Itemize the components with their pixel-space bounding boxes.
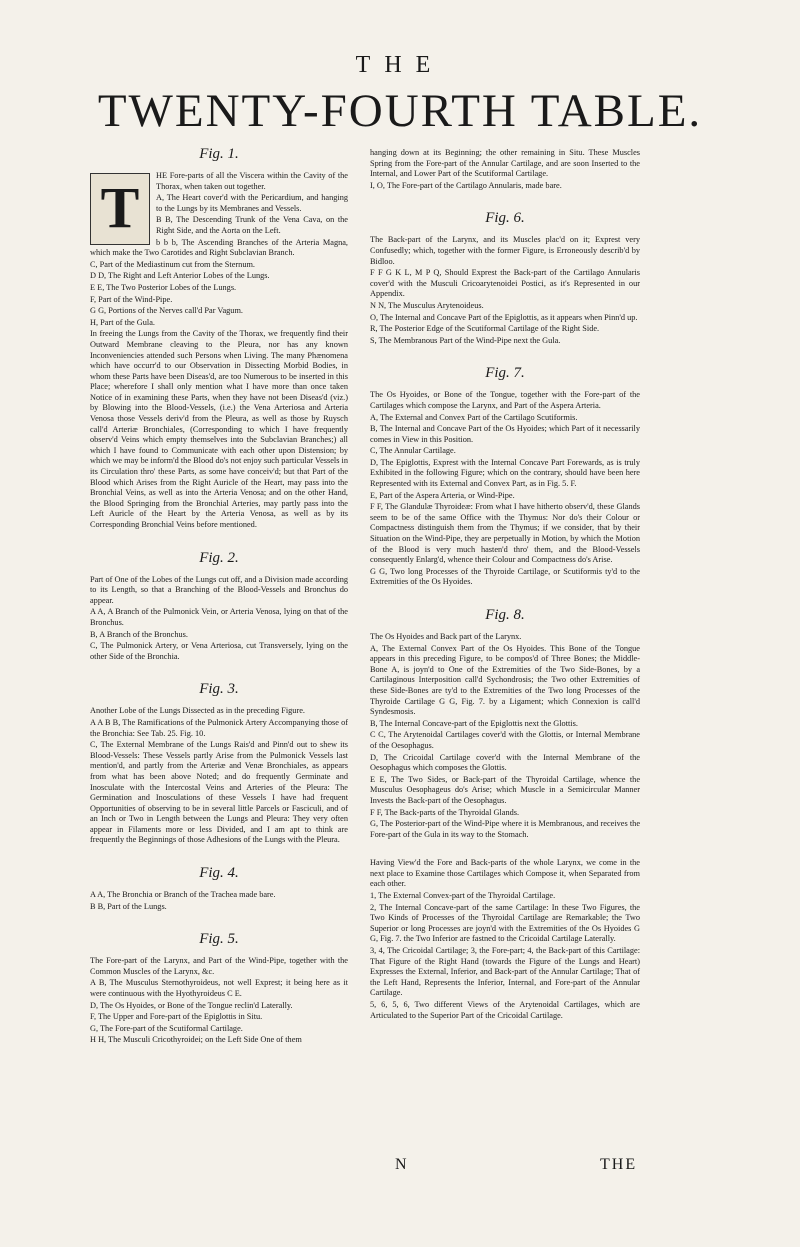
paragraph: H H, The Musculi Cricothyroidei; on the Left Side One of them	[90, 1035, 302, 1045]
fig-6-heading: Fig. 6.	[485, 210, 525, 227]
paragraph: B B, The Descending Trunk of the Vena Cava, on the Right Side, and the Aorta on the Left.	[156, 215, 348, 235]
page-title: TWENTY-FOURTH TABLE.	[97, 85, 703, 137]
paragraph: E E, The Two Posterior Lobes of the Lungs.	[90, 282, 237, 292]
paragraph: D D, The Right and Left Anterior Lobes of the Lungs.	[90, 271, 270, 281]
paragraph: The Back-part of the Larynx, and its Muscles plac'd on it; Exprest very Confusedly; which, together with the former Figure, is Erroneously describ'd by Bidloo.	[370, 235, 640, 266]
paragraph: In freeing the Lungs from the Cavity of the Thorax, we frequently find their Outward Membrane cleaving to the Pleura, nor has any known Inconveniencies attended such Persons when Living. The many Phænomena which have occurr'd to our Observation in Dissecting Morbid Bodies, in whom these Parts have been Diseas'd, are too Numerous to be inserted in this Place; wherefore I shall only mention what I have more than once taken Notice of in examining these Parts, when they have not been Diseas'd (viz.) by Blowing into the Blood-Vessels, (i.e.) the Vena Arteriosa and Arteria Venosa those Vessels deriv'd from the Pleura, as well as those by Ruysch call'd Arteriæ Bronchiales, (Corresponding to which I have frequently observ'd Veins which empty themselves into the Subclavian Branches;) all which I have found to Communicate with each other upon Distension; by which we may be inform'd the Blood do's not enjoy such particular Vessels in its Circulation thro' these Parts, as some have conceiv'd; but that Part of the Blood which Arises from the Right Auricle of the Heart, may pass into the Bronchial Veins, as well as into the Arteria Venosa; and on the other Hand, the Blood Springing from the Bronchial Arteries, may partly pass into the Left Auricle of the Heart by the Arteria Venosa, as well as by its Corresponding Bronchial Veins before mentioned.	[90, 329, 348, 529]
paragraph: C, The Pulmonick Artery, or Vena Arteriosa, cut Transversely, lying on the other Side of the Bronchia.	[90, 641, 348, 661]
paragraph: Having View'd the Fore and Back-parts of the whole Larynx, we come in the next place to Examine those Cartilages which Compose it, when Separated from each other.	[370, 858, 640, 889]
section-continued	[370, 148, 640, 191]
fig-7-body	[370, 390, 640, 588]
paragraph: 3, 4, The Cricoidal Cartilage; 3, the Fore-part; 4, the Back-part of this Cartilage: That Figure of the Right Hand (towards the Figure of the Lungs and Heart) Expresses the External, Inferior, and Back-part of the Annular Cartilage; That of the Left Hand, Represents the Inferior, Internal, and Fore-part of the Annular Cartilage.	[370, 946, 640, 998]
paragraph: F, Part of the Wind-Pipe.	[90, 294, 173, 304]
paragraph: F F G K L, M P Q, Should Exprest the Back-part of the Cartilago Annularis cover'd with the Musculi Cricoarytenoidei Postici, as it's Represented in our Appendix.	[370, 268, 640, 299]
paragraph: C, The Annular Cartilage.	[370, 446, 456, 456]
signature-mark: N	[395, 1156, 407, 1173]
left-column	[90, 145, 348, 1064]
paragraph: The Os Hyoides, or Bone of the Tongue, together with the Fore-part of the Cartilages which compose the Larynx, and Part of the Aspera Arteria.	[370, 390, 640, 410]
paragraph: B B, Part of the Lungs.	[90, 901, 167, 911]
section-fig-1	[90, 145, 348, 531]
paragraph: G G, Portions of the Nerves call'd Par Vagum.	[90, 306, 243, 316]
paragraph: O, The Internal and Concave Part of the Epiglottis, as it appears when Pinn'd up.	[370, 312, 638, 322]
catchword: THE	[600, 1156, 638, 1173]
paragraph: 5, 6, 5, 6, Two different Views of the Arytenoidal Cartilages, which are Articulated to the Superior Part of the Cricoidal Cartilage.	[370, 1000, 640, 1020]
fig-4-body	[90, 890, 348, 912]
right-column	[370, 148, 640, 1039]
paragraph: Another Lobe of the Lungs Dissected as in the preceding Figure.	[90, 706, 305, 716]
paragraph: I, O, The Fore-part of the Cartilago Annularis, made bare.	[370, 180, 562, 190]
section-fig-3	[90, 680, 348, 846]
paragraph: 1, The External Convex-part of the Thyroidal Cartilage.	[370, 891, 556, 901]
paragraph: S, The Membranous Part of the Wind-Pipe next the Gula.	[370, 335, 561, 345]
fig-5-body	[90, 956, 348, 1046]
paragraph: B, The Internal and Concave Part of the Os Hyoides; which Part of it necessarily comes in View in this Position.	[370, 424, 640, 444]
paragraph: A, The Heart cover'd with the Pericardium, and hanging to the Lungs by its Membranes and Vessels.	[156, 193, 348, 213]
paragraph: HE Fore-parts of all the Viscera within the Cavity of the Thorax, when taken out together.	[156, 171, 348, 191]
paragraph: C, The External Membrane of the Lungs Rais'd and Pinn'd out to shew its Blood-Vessels: These Vessels partly Arise from the Pulmonick Vessels last mention'd, and partly from the Arteriæ and Venæ Bronchiales, as appears from what has been above Noted; and do frequently Germinate and Inosculate with the Intercostal Veins and Arteries of the Pleura: The Germination and Inosculations of these Vessels I have had frequent Opportunities of observing to be in several little Parcels or Fasciculi, and of an Inch or Two in Length between the Lungs and Pleura: They very often appear in Filaments more or less Divided, and I am apt to think are frequently the Beginnings of those Adhesions of the Lungs with the Pleura.	[90, 740, 348, 845]
cartilages-body	[370, 858, 640, 1021]
paragraph: H, Part of the Gula.	[90, 317, 155, 327]
paragraph: E E, The Two Sides, or Back-part of the Thyroidal Cartilage, whence the Musculus Oesophageus do's Arise; which Muscle in a Semicircular Manner Invests the Back-part of the Oesophagus.	[370, 774, 640, 805]
section-fig-2	[90, 549, 348, 663]
fig-5-heading: Fig. 5.	[199, 931, 239, 948]
paragraph: D, The Epiglottis, Exprest with the Internal Concave Part Forewards, as is truly Exhibited in the following Figure; which on the contrary, should have been here Represented with its External and Convex Part, as in Fig. 5. F.	[370, 457, 640, 489]
paragraph: B, A Branch of the Bronchus.	[90, 629, 188, 639]
paragraph: F, The Upper and Fore-part of the Epiglottis in Situ.	[90, 1012, 263, 1022]
paragraph: A A, The Bronchia or Branch of the Trachea made bare.	[90, 890, 276, 900]
section-fig-7	[370, 364, 640, 588]
fig-7-heading: Fig. 7.	[485, 365, 525, 382]
paragraph: F F, The Glandulæ Thyroideæ: From what I have hitherto observ'd, these Glands seem to be of the same Office with the Thymus: Nor do's their Colour or Compactness distinguish them from the Thymus; if we consider, that by their Situation on the Wind-Pipe, they are perpetually in Motion, by which the Motion of the Blood is very much hasten'd thro' them, and the Blood-Vessels consequently Enlarg'd, whence their Colour and Compactness do's Arise.	[370, 502, 640, 565]
paragraph: b b b, The Ascending Branches of the Arteria Magna, which make the Two Carotides and Right Subclavian Branch.	[90, 237, 348, 258]
paragraph: R, The Posterior Edge of the Scutiformal Cartilage of the Right Side.	[370, 324, 600, 334]
fig-2-heading: Fig. 2.	[199, 549, 239, 566]
paragraph: C C, The Arytenoidal Cartilages cover'd with the Glottis, or Internal Membrane of the Oesophagus.	[370, 730, 640, 750]
paragraph: G, The Fore-part of the Scutiformal Cartilage.	[90, 1023, 243, 1033]
fig-4-heading: Fig. 4.	[199, 865, 239, 882]
paragraph: G G, Two long Processes of the Thyroide Cartilage, or Scutiformis ty'd to the Extremities of the Os Hyoides.	[370, 566, 640, 587]
decorated-initial: T	[90, 173, 150, 245]
paragraph: A B, The Musculus Sternothyroideus, not well Exprest; it being here as it were continuous with the Hyothyroideus C E.	[90, 978, 348, 999]
fig-1-heading: Fig. 1.	[199, 146, 239, 162]
paragraph: Part of One of the Lobes of the Lungs cut off, and a Division made according to its Length, so that a Branching of the Blood-Vessels and Bronchus do appear.	[90, 574, 348, 605]
section-cartilages	[370, 858, 640, 1021]
paragraph: C, Part of the Mediastinum cut from the Sternum.	[90, 259, 255, 269]
fig-8-body	[370, 632, 640, 840]
paragraph: A A B B, The Ramifications of the Pulmonick Artery Accompanying those of the Bronchia: See Tab. 25. Fig. 10.	[90, 717, 348, 738]
fig-6-body	[370, 235, 640, 346]
paragraph: The Fore-part of the Larynx, and Part of the Wind-Pipe, together with the Common Muscles of the Larynx, &c.	[90, 956, 348, 976]
fig-3-heading: Fig. 3.	[199, 681, 239, 698]
paragraph: D, The Cricoidal Cartilage cover'd with the Internal Membrane of the Oesophagus which composes the Glottis.	[370, 752, 640, 773]
fig-3-body	[90, 706, 348, 846]
paragraph: A, The External Convex Part of the Os Hyoides. This Bone of the Tongue appears in this preceding Figure, to be compos'd of Three Bones; the Middle-Bone A, is joyn'd to One of the Extremities of the Two Side-Bones, by a Cartilaginous Interposition call'd Sychondrosis; the Two other Extremities of these Side-Bones are ty'd to the Extremities of the Two long Processes of the Thyroide Cartilage G G, Fig. 7. by a Ligament; which Connexion is call'd Syndesmosis.	[370, 643, 640, 717]
paragraph: A, The External and Convex Part of the Cartilago Scutiformis.	[370, 412, 578, 422]
paragraph: hanging down at its Beginning; the other remaining in Situ. These Muscles Spring from the Fore-part of the Annular Cartilage, and are soon Inserted to the Internal, and Lower Part of the Scutiformal Cartilage.	[370, 148, 640, 179]
paragraph: F F, The Back-parts of the Thyroidal Glands.	[370, 807, 520, 817]
section-fig-8	[370, 606, 640, 840]
section-fig-6	[370, 209, 640, 346]
paragraph: D, The Os Hyoides, or Bone of the Tongue reclin'd Laterally.	[90, 1000, 293, 1010]
section-fig-5	[90, 930, 348, 1046]
paragraph: B, The Internal Concave-part of the Epiglottis next the Glottis.	[370, 718, 578, 728]
header-the: THE	[355, 52, 445, 78]
paragraph: E, Part of the Aspera Arteria, or Wind-Pipe.	[370, 490, 515, 500]
paragraph: A A, A Branch of the Pulmonick Vein, or Arteria Venosa, lying on that of the Bronchus.	[90, 607, 348, 627]
paragraph: 2, The Internal Concave-part of the same Cartilage: In these Two Figures, the Two Kinds of Processes of the Thyroidal Cartilage are Remarkable; the Two Superior or long Processes are joyn'd with the Extremities of the Os Hyoides G G, Fig. 7. the Two Inferior are fastned to the Cricoidal Cartilage Laterally.	[370, 902, 640, 944]
fig-8-heading: Fig. 8.	[485, 607, 525, 623]
paragraph: The Os Hyoides and Back part of the Larynx.	[370, 632, 522, 641]
continued-body	[370, 148, 640, 191]
section-fig-4	[90, 864, 348, 912]
paragraph: G, The Posterior-part of the Wind-Pipe where it is Membranous, and receives the Fore-part of the Gula in its way to the Stomach.	[370, 819, 640, 839]
paragraph: N N, The Musculus Arytenoideus.	[370, 300, 484, 310]
fig-2-body	[90, 575, 348, 663]
